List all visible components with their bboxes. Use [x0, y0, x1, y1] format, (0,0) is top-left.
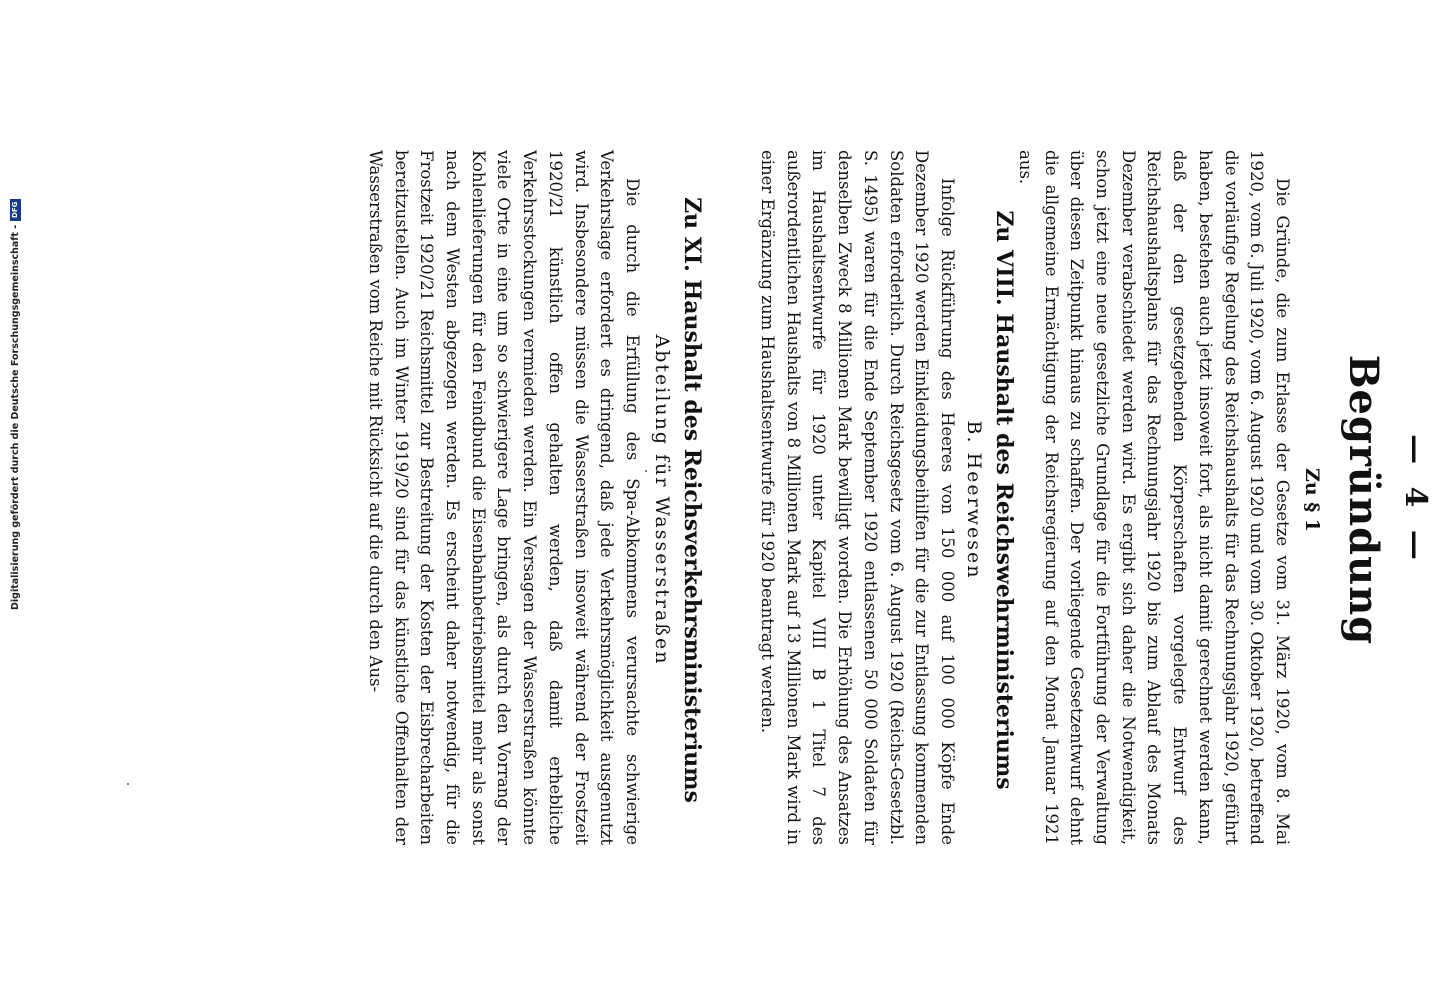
- scan-speck: [127, 783, 129, 785]
- dfg-logo: DFG: [10, 199, 21, 221]
- document-page: [145, 0, 1434, 1000]
- digitization-credit-text: Digitalisierung gefördert durch die Deutsche Forschungsgemeinschaft -: [10, 224, 21, 610]
- section-3-subheading: Abteilung für Wasserstraßen: [651, 334, 673, 666]
- section-1-paragraph: Die Gründe, die zum Erlasse der Gesetze vom 31. März 1920, vom 8. Mai 1920, vom 6. Juli 1920, vom 6. August 1920 und vom 30. Oktober 1920, betreffend die vorläufige Regelung des Reichshaushalts für das Rechnungsjahr 1920, geführt haben, bestehen auch jetzt insoweit fort, als nicht damit gerechnet werden kann, daß der den gesetzgebenden Körperschaften vorgelegte Entwurf des Reichshaushaltsplans für das Rechnungsjahr 1920 bis zum Ablauf des Monats Dezember verabschiedet werden wird. Es ergibt sich daher die Notwendigkeit, schon jetzt eine neue gesetzliche Grundlage für die Fortführung der Verwaltung über diesen Zeitpunkt hinaus zu schaffen. Der vorliegende Gesetzentwurf dehnt die allgemeine Ermächtigung der Reichsregierung auf den Monat Januar 1921 aus.: [1015, 150, 1292, 845]
- section-3-paragraph: Die durch die Erfüllung des Spa-Abkommens verursachte schwierige Verkehrslage erfordert es dringend, daß jede Verkehrsmöglichkeit ausgenutzt wird. Insbesondere müssen die Wasserstraßen insoweit während der Frostzeit 1920/21 künstlich offen gehalten werden, daß damit erhebliche Verkehrsstockungen vermieden werden. Ein Versagen der Wasserstraßen könnte viele Orte in eine um so schwierigere Lage bringen, als durch den Vorrang der Kohlenlieferungen für den Feindbund die Eisenbahnbetriebsmittel mehr als sonst nach dem Westen abgezogen werden. Es erscheint daher notwendig, für die Frostzeit 1920/21 Reichsmittel zur Bestreitung der Kosten der Eisbrecharbeiten bereitzustellen. Auch im Winter 1919/20 sind für das künstliche Offenhalten der Wasserstraßen vom Reiche mit Rücksicht auf die durch den Aus-: [365, 150, 642, 845]
- digitization-credit: [10, 199, 21, 610]
- section-2-heading: Zu VIII. Haushalt des Reichswehrministeriums: [991, 210, 1017, 790]
- page-number: — 4 —: [1398, 434, 1433, 566]
- section-1-heading: Zu § 1: [1301, 467, 1323, 533]
- document-title: Begründung: [1340, 354, 1387, 646]
- section-2-paragraph: Infolge Rückführung des Heeres von 150 000 auf 100 000 Köpfe Ende Dezember 1920 werden Einkleidungsbeihilfen für die zur Entlassung kommenden Soldaten erforderlich. Durch Reichsgesetz vom 6. August 1920 (Reichs-Gesetzbl. S. 1495) waren für die Ende September 1920 entlassenen 50 000 Soldaten für denselben Zweck 8 Millionen Mark bewilligt worden. Die Erhöhung des Ansatzes im Haushaltsentwurfe für 1920 unter Kapitel VIII B 1 Titel 7 des außerordentlichen Haushalts von 8 Millionen Mark auf 13 Millionen Mark wird in einer Ergänzung zum Haushaltsentwurfe für 1920 beantragt werden.: [758, 150, 957, 845]
- section-3-heading: Zu XI. Haushalt des Reichsverkehrsministeriums: [679, 197, 705, 803]
- section-2-subheading: B. Heerwesen: [963, 420, 985, 580]
